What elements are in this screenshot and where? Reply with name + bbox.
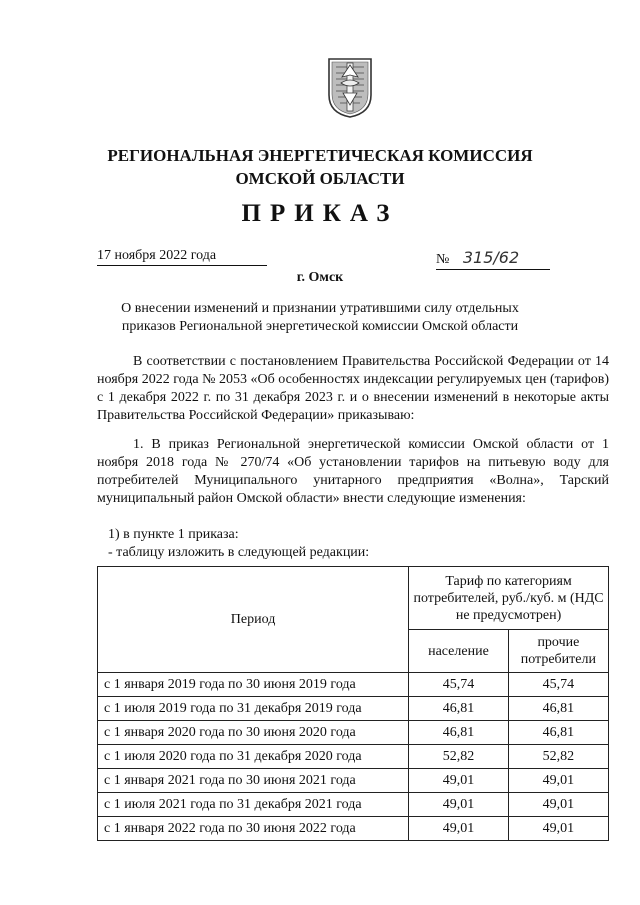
period-cell: с 1 января 2021 года по 30 июня 2021 года [98, 769, 409, 793]
period-cell: с 1 января 2022 года по 30 июня 2022 года [98, 817, 409, 841]
item1-paragraph: 1. В приказ Региональной энергетической комиссии Омской области от 1 ноября 2018 года № 270/74 «Об установлении тарифов на питьевую воду для потребителей Муниципального унитарного предприятия «Волна», Тарский муниципальный район Омской области» внести следующие изменения: [97, 437, 609, 506]
document-date: 17 ноября 2022 года [97, 248, 267, 266]
subitem2-paragraph: - таблицу изложить в следующей редакции: [108, 545, 370, 560]
other-value-cell: 46,81 [508, 721, 608, 745]
period-cell: с 1 июля 2019 года по 31 декабря 2019 года [98, 697, 409, 721]
population-value-cell: 49,01 [409, 793, 509, 817]
table-row [98, 673, 609, 697]
org-name-line2: ОМСКОЙ ОБЛАСТИ [235, 169, 405, 188]
header-period: Период [98, 567, 409, 673]
period-cell: с 1 июля 2021 года по 31 декабря 2021 года [98, 793, 409, 817]
table-row [98, 793, 609, 817]
population-value-cell: 49,01 [409, 817, 509, 841]
other-value-cell: 45,74 [508, 673, 608, 697]
population-value-cell: 46,81 [409, 721, 509, 745]
other-value-cell: 46,81 [508, 697, 608, 721]
population-value-cell: 49,01 [409, 769, 509, 793]
population-value-cell: 45,74 [409, 673, 509, 697]
subject-line1: О внесении изменений и признании утратившими силу отдельных [121, 301, 519, 316]
period-cell: с 1 июля 2020 года по 31 декабря 2020 года [98, 745, 409, 769]
header-other: прочие потребители [508, 630, 608, 673]
table-row [98, 745, 609, 769]
other-value-cell: 52,82 [508, 745, 608, 769]
document-number-field [436, 248, 550, 270]
number-prefix: № [436, 252, 450, 267]
table-row [98, 721, 609, 745]
header-tariff: Тариф по категориям потребителей, руб./куб. м (НДС не предусмотрен) [409, 567, 609, 630]
period-cell: с 1 января 2019 года по 30 июня 2019 года [98, 673, 409, 697]
document-city: г. Омск [296, 270, 344, 285]
document-type-title: ПРИКАЗ [241, 200, 399, 227]
document-number: 315/62 [462, 248, 520, 267]
other-value-cell: 49,01 [508, 817, 608, 841]
intro-paragraph: В соответствии с постановлением Правительства Российской Федерации от 14 ноября 2022 года № 2053 «Об особенностях индексации регулируемых цен (тарифов) с 1 декабря 2022 г. по 31 декабря 2023 г. и о внесении изменений в некоторые акты Правительства Российской Федерации» приказываю: [97, 354, 609, 423]
header-population: население [409, 630, 509, 673]
org-name-line1: РЕГИОНАЛЬНАЯ ЭНЕРГЕТИЧЕСКАЯ КОМИССИЯ [107, 146, 533, 165]
other-value-cell: 49,01 [508, 793, 608, 817]
population-value-cell: 52,82 [409, 745, 509, 769]
subitem1-paragraph: 1) в пункте 1 приказа: [108, 527, 239, 542]
document-subject [0, 300, 640, 336]
tariff-table-body [98, 673, 609, 841]
coat-of-arms-icon [327, 57, 373, 119]
other-value-cell: 49,01 [508, 769, 608, 793]
period-cell: с 1 января 2020 года по 30 июня 2020 года [98, 721, 409, 745]
tariff-table [97, 566, 609, 841]
subject-line2: приказов Региональной энергетической комиссии Омской области [121, 319, 519, 334]
table-row [98, 697, 609, 721]
table-row [98, 769, 609, 793]
population-value-cell: 46,81 [409, 697, 509, 721]
table-row [98, 817, 609, 841]
